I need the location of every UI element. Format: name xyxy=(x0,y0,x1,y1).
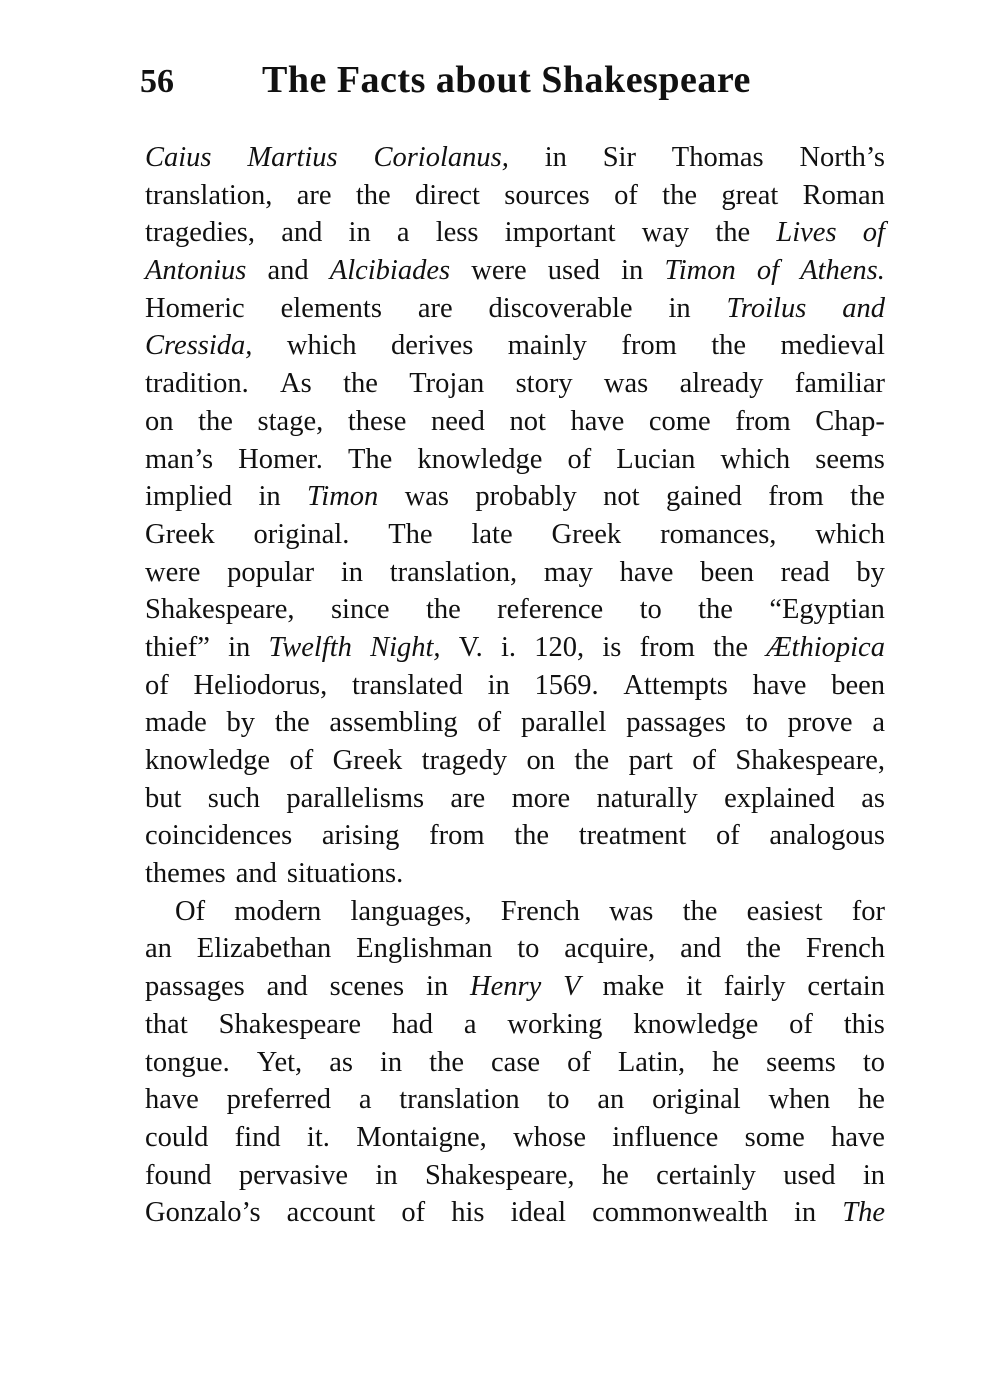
running-head: The Facts about Shakespeare xyxy=(262,59,751,101)
word: and xyxy=(235,858,277,890)
word: the xyxy=(746,933,781,965)
word: as xyxy=(861,782,885,814)
word: he xyxy=(601,1159,629,1191)
word: the xyxy=(429,1046,464,1078)
word: make xyxy=(602,971,665,1003)
word: from xyxy=(639,631,695,663)
italic-word: Twelfth xyxy=(268,631,352,663)
word: French xyxy=(500,895,580,927)
word: have xyxy=(570,405,625,437)
word: as xyxy=(329,1046,353,1078)
word: in xyxy=(621,255,644,287)
word: working xyxy=(507,1008,603,1040)
word: naturally xyxy=(596,782,698,814)
word: romances, xyxy=(660,518,777,550)
word: great xyxy=(721,179,779,211)
word: of xyxy=(614,179,638,211)
word: Elizabethan xyxy=(196,933,332,965)
word: gained xyxy=(665,481,742,513)
word: of xyxy=(567,443,592,475)
word: translated xyxy=(352,669,463,701)
word: the xyxy=(682,895,718,927)
word: knowledge xyxy=(145,745,271,776)
word: sources xyxy=(504,179,590,211)
word: the xyxy=(713,631,748,663)
text-line xyxy=(145,1081,885,1119)
word: find xyxy=(234,1121,281,1153)
word: discoverable xyxy=(488,292,633,324)
word: already xyxy=(679,368,764,400)
word: of xyxy=(567,1046,591,1078)
word: translation xyxy=(399,1084,520,1116)
word: Sir xyxy=(602,142,636,173)
word: Gonzalo’s xyxy=(145,1197,261,1229)
word: explained xyxy=(724,782,835,814)
text-line xyxy=(145,365,885,403)
word: late xyxy=(471,518,513,550)
italic-word: Antonius xyxy=(145,255,247,287)
word: for xyxy=(851,895,885,927)
word: such xyxy=(207,782,261,814)
word: seems xyxy=(766,1046,836,1078)
word: and xyxy=(281,217,323,249)
word: original xyxy=(652,1084,741,1116)
word: were xyxy=(471,255,527,287)
italic-word: Caius xyxy=(145,142,212,173)
word: that xyxy=(145,1008,188,1040)
word: a xyxy=(358,1084,372,1116)
italic-word: Troilus xyxy=(726,292,807,324)
word: from xyxy=(735,405,791,437)
word: 120, xyxy=(534,631,585,663)
word: Shakespeare xyxy=(218,1008,362,1040)
word: come xyxy=(648,405,711,437)
word: preferred xyxy=(226,1084,332,1116)
word: this xyxy=(843,1008,885,1040)
word: French xyxy=(805,933,885,965)
italic-word: of xyxy=(756,255,780,287)
word: the xyxy=(662,179,697,211)
word: certain xyxy=(807,971,885,1003)
word: his xyxy=(451,1197,485,1229)
word: Yet, xyxy=(256,1046,303,1078)
word: is xyxy=(602,631,622,663)
word: Montaigne, xyxy=(356,1121,487,1153)
paragraph xyxy=(145,139,885,893)
word: prove xyxy=(787,707,853,739)
word: “Egyptian xyxy=(769,594,885,626)
word: knowledge xyxy=(417,443,543,475)
italic-word: Æthiopica xyxy=(766,631,885,663)
word: pervasive xyxy=(238,1159,349,1191)
word: story xyxy=(515,368,573,400)
word: case xyxy=(491,1046,541,1078)
word: reference xyxy=(497,594,604,626)
word: it. xyxy=(306,1121,330,1153)
word: in xyxy=(862,1159,885,1191)
word: was xyxy=(603,368,649,400)
word: derives xyxy=(390,330,474,362)
word: have xyxy=(752,669,807,701)
text-line xyxy=(145,742,885,780)
word: direct xyxy=(415,179,480,211)
word: Latin, xyxy=(617,1046,686,1078)
word: tragedies, xyxy=(145,217,255,249)
word: were xyxy=(145,556,201,588)
text-line xyxy=(145,855,885,893)
text-line xyxy=(145,252,885,290)
word: The xyxy=(388,518,433,550)
word: Greek xyxy=(332,745,403,776)
word: on xyxy=(145,405,174,437)
text-line xyxy=(145,629,885,667)
italic-word: Timon xyxy=(307,481,379,513)
word: influence xyxy=(612,1121,719,1153)
word: he xyxy=(858,1084,885,1116)
word: are xyxy=(296,179,332,211)
word: way xyxy=(641,217,690,249)
paragraph xyxy=(145,893,885,1232)
word: arising xyxy=(321,820,400,852)
word: more xyxy=(511,782,571,814)
word: was xyxy=(609,895,654,927)
word: not xyxy=(603,481,640,513)
word: of xyxy=(715,820,740,852)
word: As xyxy=(280,368,312,400)
word: Thomas xyxy=(671,142,764,173)
text-line xyxy=(145,214,885,252)
word: seems xyxy=(815,443,885,475)
word: certainly xyxy=(656,1159,756,1191)
word: part xyxy=(628,745,673,776)
word: in xyxy=(668,292,691,324)
word: but xyxy=(145,782,182,814)
text-line xyxy=(145,516,885,554)
word: have xyxy=(831,1121,885,1153)
text-line xyxy=(145,478,885,516)
word: Greek xyxy=(145,518,215,550)
text-line xyxy=(145,1006,885,1044)
word: medieval xyxy=(780,330,885,362)
word: which xyxy=(815,518,885,550)
word: the xyxy=(274,707,310,739)
italic-word: Coriolanus, xyxy=(373,142,509,173)
word: the xyxy=(698,594,733,626)
text-line xyxy=(145,554,885,592)
word: of xyxy=(692,745,717,776)
text-line xyxy=(145,139,885,177)
word: coincidences xyxy=(145,820,293,852)
word: when xyxy=(768,1084,831,1116)
word: themes xyxy=(145,858,226,890)
text-line xyxy=(145,704,885,742)
word: have xyxy=(145,1084,199,1116)
word: of xyxy=(145,669,169,701)
word: i. xyxy=(501,631,517,663)
word: in xyxy=(793,1197,817,1229)
word: translation, xyxy=(145,179,273,211)
text-line xyxy=(145,177,885,215)
text-line xyxy=(145,817,885,855)
word: translation, xyxy=(389,556,518,588)
page-number: 56 xyxy=(140,63,174,100)
word: stage, xyxy=(257,405,324,437)
text-line xyxy=(145,1194,885,1232)
word: may xyxy=(543,556,593,588)
word: have xyxy=(619,556,674,588)
word: 1569. xyxy=(534,669,599,701)
text-line xyxy=(145,930,885,968)
word: which xyxy=(720,443,791,475)
word: are xyxy=(417,292,453,324)
text-line xyxy=(145,327,885,365)
word: parallel xyxy=(520,707,607,739)
word: in xyxy=(544,142,567,173)
word: easiest xyxy=(746,895,823,927)
text-line xyxy=(145,1157,885,1195)
word: from xyxy=(429,820,485,852)
word: made xyxy=(145,707,207,739)
word: in xyxy=(379,1046,403,1078)
word: from xyxy=(621,330,677,362)
word: was xyxy=(404,481,450,513)
text-line xyxy=(145,1119,885,1157)
word: man’s xyxy=(145,443,214,475)
word: to xyxy=(639,594,662,626)
word: in xyxy=(348,217,371,249)
word: acquire, xyxy=(564,933,656,965)
word: thief” xyxy=(145,631,210,663)
word: mainly xyxy=(507,330,587,362)
word: an xyxy=(597,1084,625,1116)
text-line xyxy=(145,290,885,328)
italic-word: Martius xyxy=(247,142,338,173)
word: the xyxy=(711,330,747,362)
word: ideal xyxy=(510,1197,567,1229)
word: since xyxy=(330,594,390,626)
word: Lucian xyxy=(616,443,696,475)
word: V. xyxy=(458,631,483,663)
word: the xyxy=(343,368,378,400)
word: on xyxy=(526,745,555,776)
word: read xyxy=(780,556,830,588)
word: popular xyxy=(227,556,315,588)
word: original. xyxy=(253,518,350,550)
word: used xyxy=(547,255,600,287)
word: these xyxy=(347,405,407,437)
word: The xyxy=(347,443,393,475)
body-text xyxy=(145,139,885,1232)
word: had xyxy=(391,1008,434,1040)
word: an xyxy=(145,933,172,965)
word: by xyxy=(226,707,255,739)
word: fairly xyxy=(723,971,786,1003)
word: tongue. xyxy=(145,1046,230,1078)
word: Trojan xyxy=(409,368,485,400)
word: situations. xyxy=(286,858,404,890)
word: scenes xyxy=(329,971,405,1003)
word: found xyxy=(145,1159,212,1191)
word: probably xyxy=(475,481,577,513)
word: passages xyxy=(626,707,726,739)
word: important xyxy=(504,217,616,249)
word: implied xyxy=(145,481,233,513)
word: and xyxy=(680,933,722,965)
word: and xyxy=(266,971,308,1003)
italic-word: V xyxy=(563,971,581,1003)
word: whose xyxy=(513,1121,586,1153)
word: languages, xyxy=(350,895,472,927)
word: which xyxy=(286,330,357,362)
italic-word: Alcibiades xyxy=(329,255,451,287)
italic-word: of xyxy=(862,217,885,249)
word: to xyxy=(862,1046,885,1078)
word: been xyxy=(700,556,754,588)
word: a xyxy=(463,1008,477,1040)
word: he xyxy=(712,1046,740,1078)
word: in xyxy=(228,631,251,663)
word: the xyxy=(850,481,885,513)
word: to xyxy=(745,707,768,739)
word: by xyxy=(856,556,885,588)
word: Greek xyxy=(551,518,622,550)
word: less xyxy=(435,217,479,249)
word: could xyxy=(145,1121,209,1153)
italic-word: Night, xyxy=(370,631,441,663)
word: of xyxy=(401,1197,426,1229)
word: the xyxy=(425,594,461,626)
word: of xyxy=(789,1008,813,1040)
word: analogous xyxy=(769,820,885,852)
word: used xyxy=(783,1159,836,1191)
word: in xyxy=(487,669,510,701)
word: of xyxy=(289,745,314,776)
word: passages xyxy=(145,971,245,1003)
word: in xyxy=(425,971,449,1003)
italic-word: Timon xyxy=(664,255,736,287)
word: treatment xyxy=(578,820,687,852)
word: elements xyxy=(280,292,382,324)
word: the xyxy=(715,217,751,249)
italic-word: Athens. xyxy=(800,255,885,287)
word: commonwealth xyxy=(592,1197,768,1229)
text-line xyxy=(145,403,885,441)
word: Chap- xyxy=(815,405,885,437)
word: Englishman xyxy=(356,933,493,965)
word: need xyxy=(431,405,485,437)
word: in xyxy=(340,556,364,588)
word: the xyxy=(574,745,610,776)
word: knowledge xyxy=(633,1008,759,1040)
word: Shakespeare, xyxy=(145,594,295,626)
word: parallelisms xyxy=(286,782,425,814)
word: the xyxy=(355,179,391,211)
word: account xyxy=(286,1197,376,1229)
italic-word: and xyxy=(842,292,885,324)
word: been xyxy=(831,669,885,701)
word: in xyxy=(375,1159,398,1191)
word: and xyxy=(267,255,309,287)
word: Heliodorus, xyxy=(193,669,328,701)
italic-word: The xyxy=(842,1197,885,1229)
text-line xyxy=(145,893,885,931)
word: Attempts xyxy=(623,669,728,701)
italic-word: Henry xyxy=(470,971,542,1003)
text-line xyxy=(145,780,885,818)
word: modern xyxy=(234,895,322,927)
word: a xyxy=(872,707,885,739)
word: some xyxy=(744,1121,805,1153)
word: not xyxy=(509,405,546,437)
word: assembling xyxy=(329,707,458,739)
word: Homeric xyxy=(145,292,245,324)
word: are xyxy=(450,782,486,814)
text-line xyxy=(145,1044,885,1082)
word: it xyxy=(686,971,702,1003)
word: Roman xyxy=(802,179,885,211)
word: of xyxy=(477,707,502,739)
word: tradition. xyxy=(145,368,249,400)
word: the xyxy=(198,405,233,437)
text-line xyxy=(145,968,885,1006)
word: tragedy xyxy=(421,745,508,776)
italic-word: Lives xyxy=(776,217,837,249)
word: from xyxy=(768,481,824,513)
word: in xyxy=(258,481,281,513)
word: to xyxy=(517,933,540,965)
italic-word: Cressida, xyxy=(145,330,253,362)
word: North’s xyxy=(799,142,885,173)
word: Shakespeare, xyxy=(735,745,885,776)
word: a xyxy=(396,217,410,249)
text-line xyxy=(145,591,885,629)
text-line xyxy=(145,441,885,479)
word: the xyxy=(514,820,550,852)
word: familiar xyxy=(794,368,885,400)
word: Homer. xyxy=(238,443,323,475)
word: Of xyxy=(175,895,206,927)
word: Shakespeare, xyxy=(424,1159,575,1191)
word: to xyxy=(547,1084,570,1116)
text-line xyxy=(145,667,885,705)
